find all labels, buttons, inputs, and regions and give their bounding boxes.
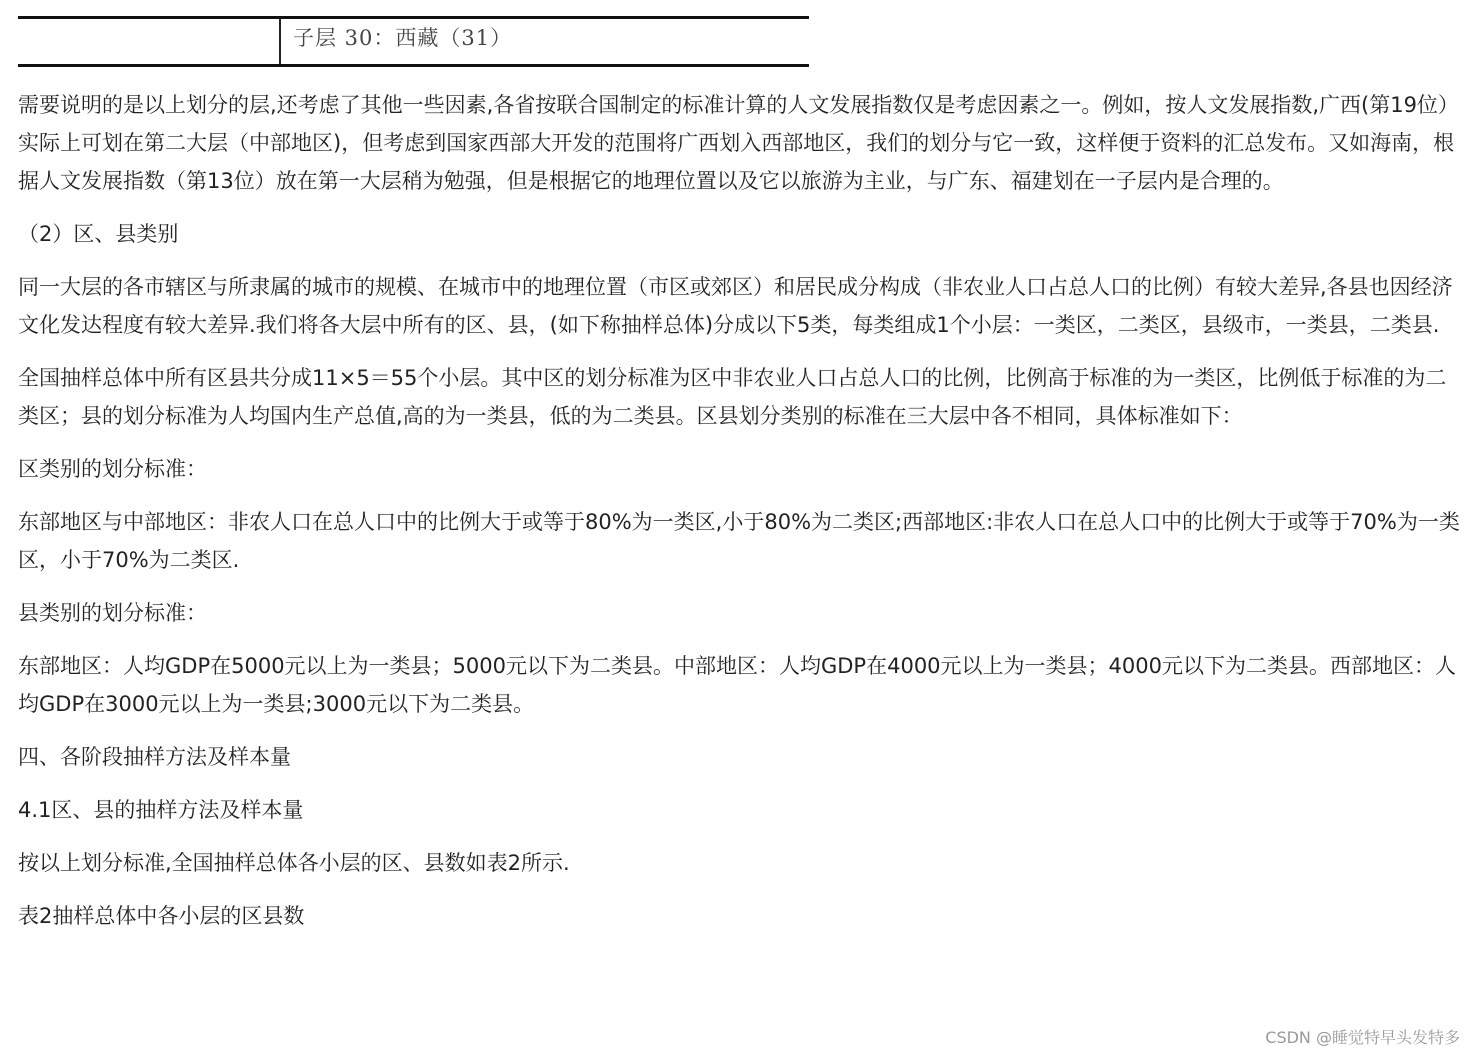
table-cell-substratum-30: 子层 30：西藏（31） bbox=[293, 26, 513, 50]
section-heading-sampling-methods: 四、各阶段抽样方法及样本量 bbox=[18, 745, 291, 769]
table-fragment bbox=[18, 16, 809, 67]
table-column-divider bbox=[279, 19, 281, 64]
paragraph-category-description: 同一大层的各市辖区与所隶属的城市的规模、在城市中的地理位置（市区或郊区）和居民成分构成（非农业人口占总人口的比例）有较大差异,各县也因经济文化发达程度有较大差异.我们将各大层中所有的区、县，(如下称抽样总体)分成以下5类，每类组成1个小层：一类区，二类区，县级市，一类县，二类县. bbox=[18, 275, 1453, 337]
section-heading-district-county-category: （2）区、县类别 bbox=[18, 222, 179, 246]
paragraph-substrata-count: 全国抽样总体中所有区县共分成11×5＝55个小层。其中区的划分标准为区中非农业人口占总人口的比例，比例高于标准的为一类区，比例低于标准的为二类区；县的划分标准为人均国内生产总值,高的为一类县，低的为二类县。区县划分类别的标准在三大层中各不相同，具体标准如下： bbox=[18, 366, 1447, 428]
paragraph-district-criteria: 东部地区与中部地区：非农人口在总人口中的比例大于或等于80%为一类区,小于80%为二类区;西部地区:非农人口在总人口中的比例大于或等于70%为一类区，小于70%为二类区. bbox=[18, 510, 1460, 572]
subsection-heading-4-1: 4.1区、县的抽样方法及样本量 bbox=[18, 798, 304, 822]
subheading-district-criteria: 区类别的划分标准： bbox=[18, 457, 207, 481]
csdn-watermark: CSDN @睡觉特早头发特多 bbox=[1265, 1028, 1460, 1047]
article-body bbox=[18, 86, 1463, 950]
table-caption: 表2抽样总体中各小层的区县数 bbox=[18, 904, 305, 928]
subheading-county-criteria: 县类别的划分标准： bbox=[18, 601, 207, 625]
paragraph-table-reference: 按以上划分标准,全国抽样总体各小层的区、县数如表2所示. bbox=[18, 851, 570, 875]
paragraph-county-criteria: 东部地区：人均GDP在5000元以上为一类县；5000元以下为二类县。中部地区：人均GDP在4000元以上为一类县；4000元以下为二类县。西部地区：人均GDP在3000元以上为一类县;3000元以下为二类县。 bbox=[18, 654, 1456, 716]
paragraph-stratification-note: 需要说明的是以上划分的层,还考虑了其他一些因素,各省按联合国制定的标准计算的人文发展指数仅是考虑因素之一。例如，按人文发展指数,广西(第19位）实际上可划在第二大层（中部地区)，但考虑到国家西部大开发的范围将广西划入西部地区，我们的划分与它一致，这样便于资料的汇总发布。又如海南，根据人文发展指数（第13位）放在第一大层稍为勉强，但是根据它的地理位置以及它以旅游为主业，与广东、福建划在一子层内是合理的。 bbox=[18, 93, 1459, 193]
